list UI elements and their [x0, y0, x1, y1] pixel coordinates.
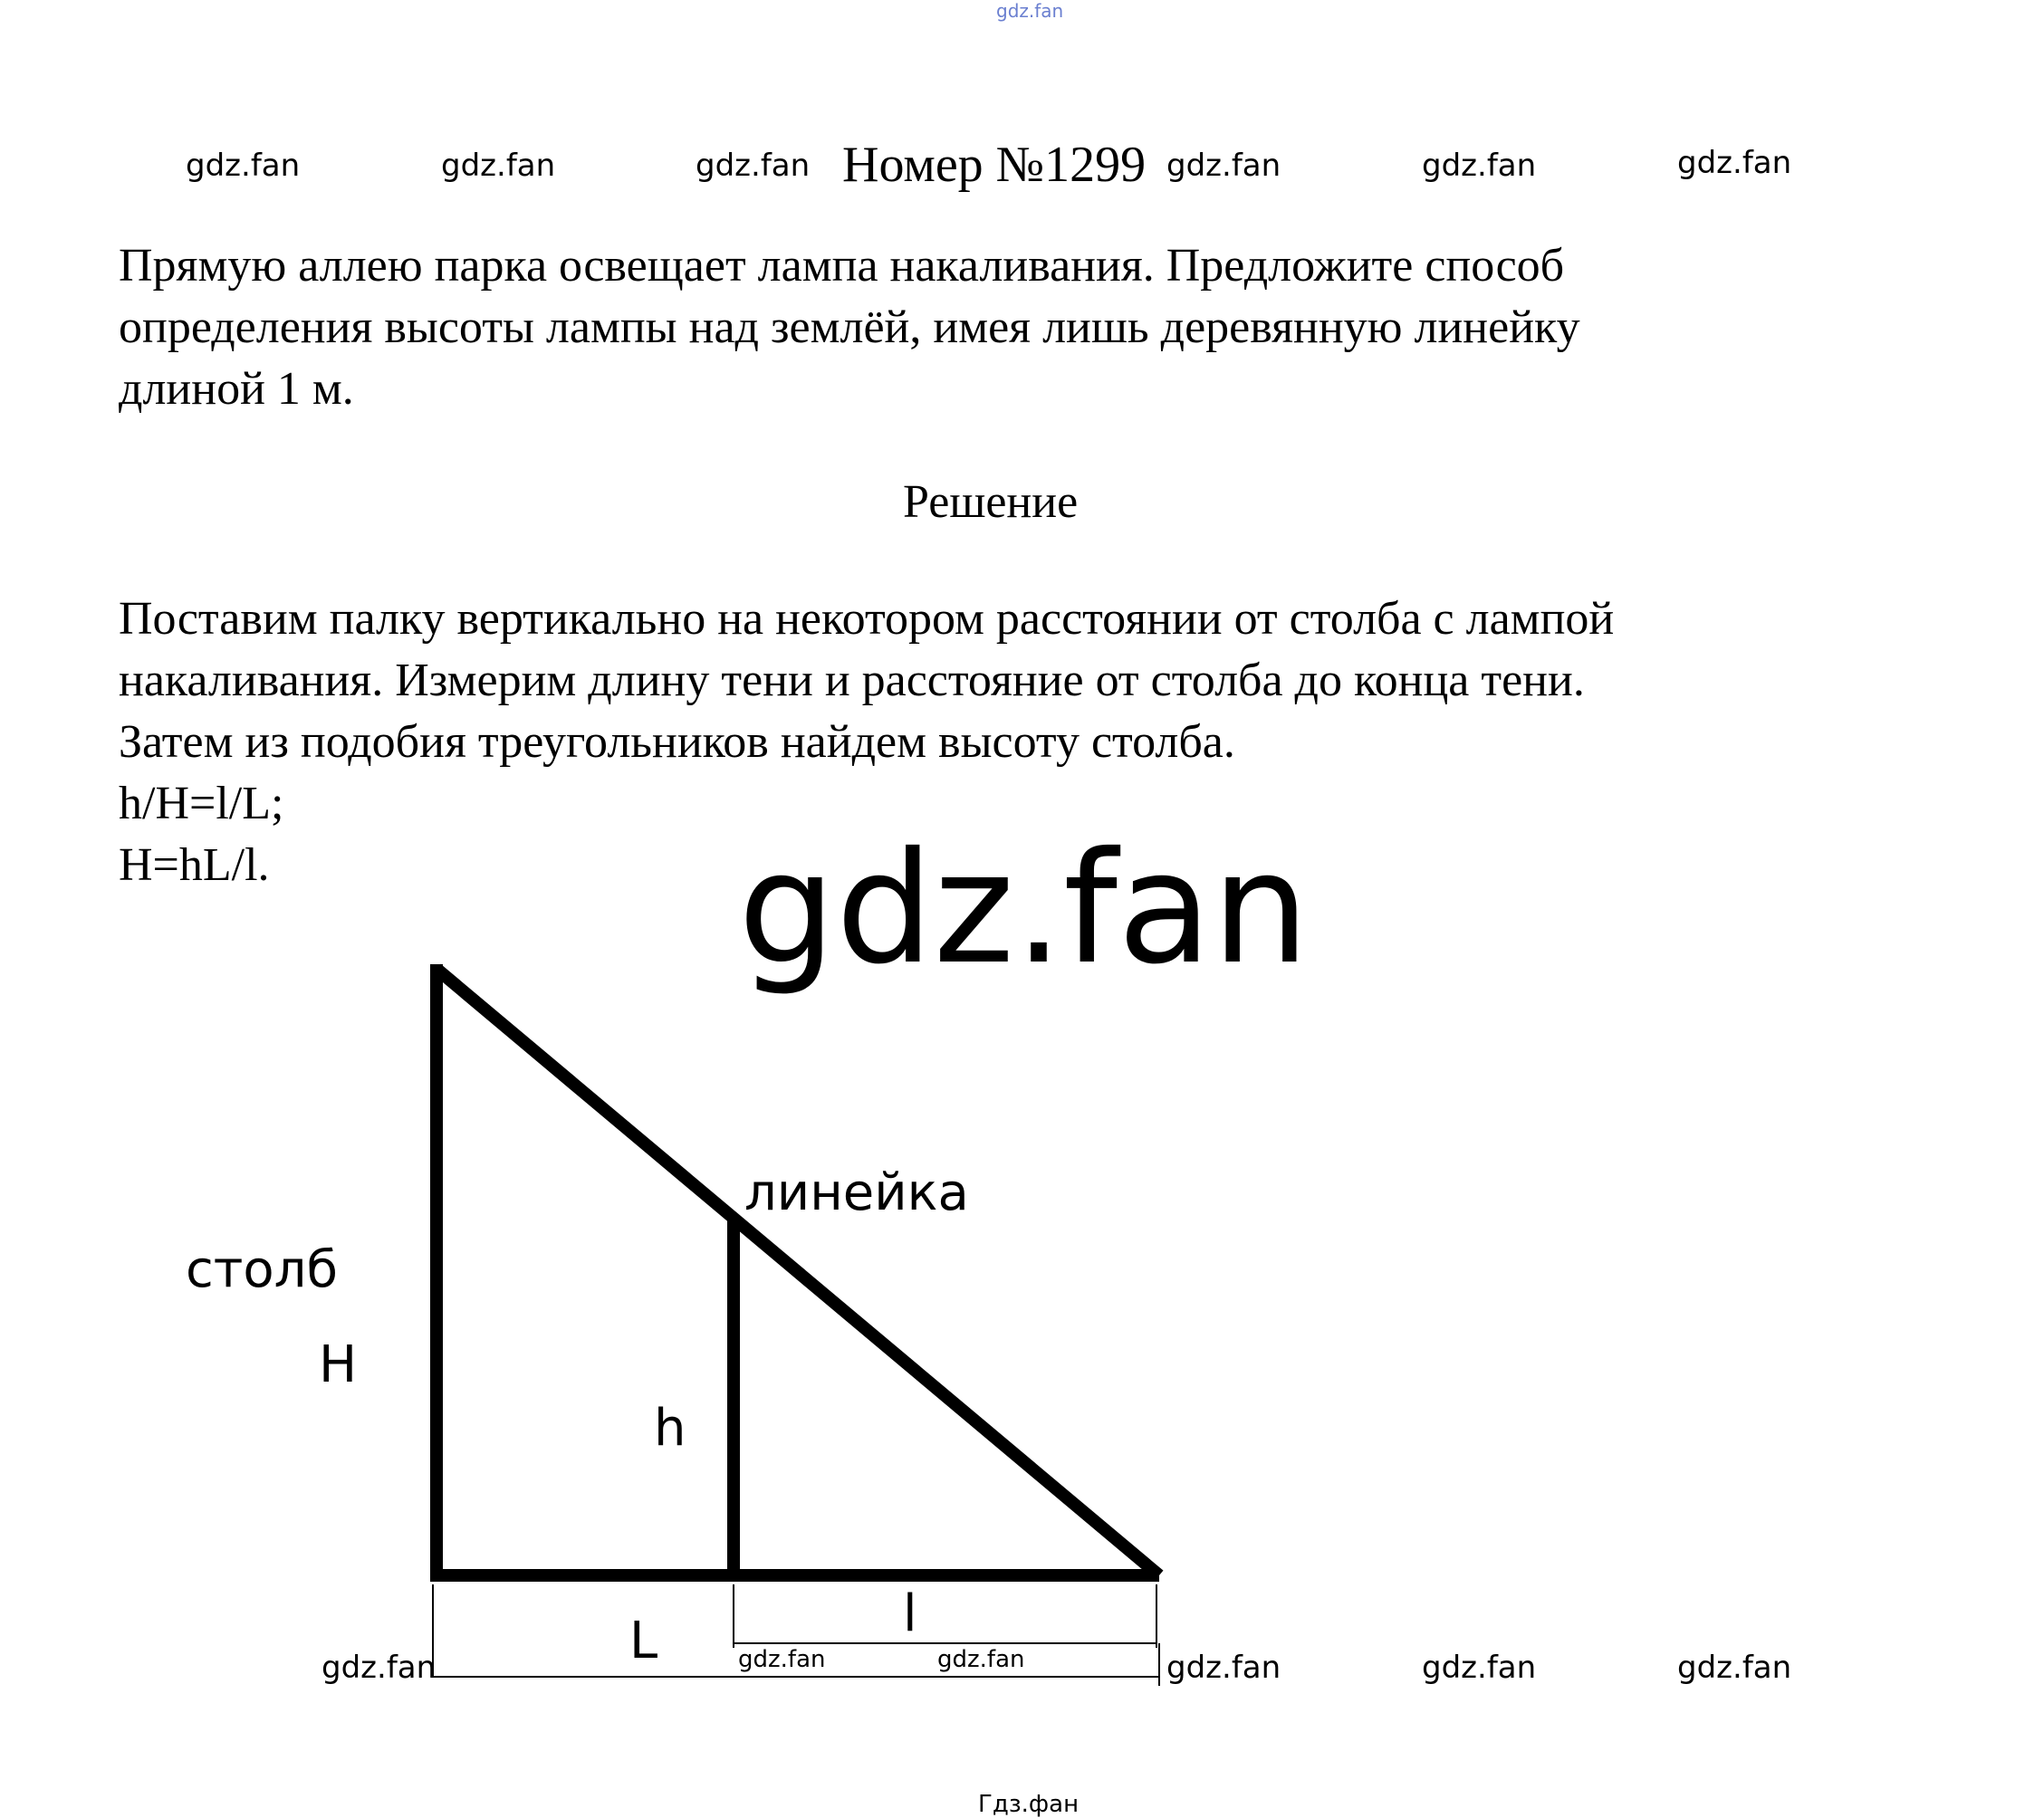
- header-watermark: gdz.fan: [1166, 148, 1281, 184]
- formula-result: H=hL/l.: [119, 839, 270, 891]
- solution-heading: Решение: [903, 476, 1079, 528]
- bottom-watermark: gdz.fan: [1422, 1650, 1537, 1686]
- bottom-watermark: gdz.fan: [1166, 1650, 1281, 1686]
- header-watermark: gdz.fan: [1422, 148, 1537, 184]
- bottom-watermark: gdz.fan: [738, 1646, 826, 1673]
- solution-line: накаливания. Измерим длину тени и расстояние от столба до конца тени.: [119, 655, 1585, 706]
- formula-proportion: h/H=l/L;: [119, 778, 284, 829]
- pole-height-label: H: [319, 1335, 358, 1394]
- header-watermark: gdz.fan: [441, 148, 556, 184]
- bottom-watermark: gdz.fan: [937, 1646, 1025, 1673]
- bottom-watermark: gdz.fan: [1677, 1650, 1792, 1686]
- bottom-watermark: gdz.fan: [321, 1650, 437, 1686]
- footer-text: Гдз.фан: [978, 1791, 1080, 1818]
- ruler-height-label: h: [654, 1399, 686, 1458]
- page-title: Номер №1299: [842, 137, 1147, 193]
- task-line: длиной 1 м.: [119, 363, 354, 415]
- header-watermark: gdz.fan: [1677, 145, 1792, 181]
- solution-line: Затем из подобия треугольников найдем высоту столба.: [119, 716, 1235, 768]
- top-watermark: gdz.fan: [996, 0, 1064, 22]
- header-watermark: gdz.fan: [696, 148, 811, 184]
- pole-label: столб: [186, 1240, 338, 1299]
- task-line: определения высоты лампы над землёй, имея лишь деревянную линейку: [119, 301, 1580, 353]
- task-line: Прямую аллею парка освещает лампа накаливания. Предложите способ: [119, 240, 1565, 292]
- header-watermark: gdz.fan: [186, 148, 301, 184]
- solution-line: Поставим палку вертикально на некотором расстоянии от столба с лампой: [119, 593, 1615, 645]
- light-ray-line: [437, 969, 1159, 1575]
- big-base-label: L: [629, 1612, 658, 1670]
- ruler-label: линейка: [744, 1163, 969, 1222]
- small-base-label: l: [903, 1584, 917, 1643]
- big-watermark: gdz.fan: [738, 819, 1310, 999]
